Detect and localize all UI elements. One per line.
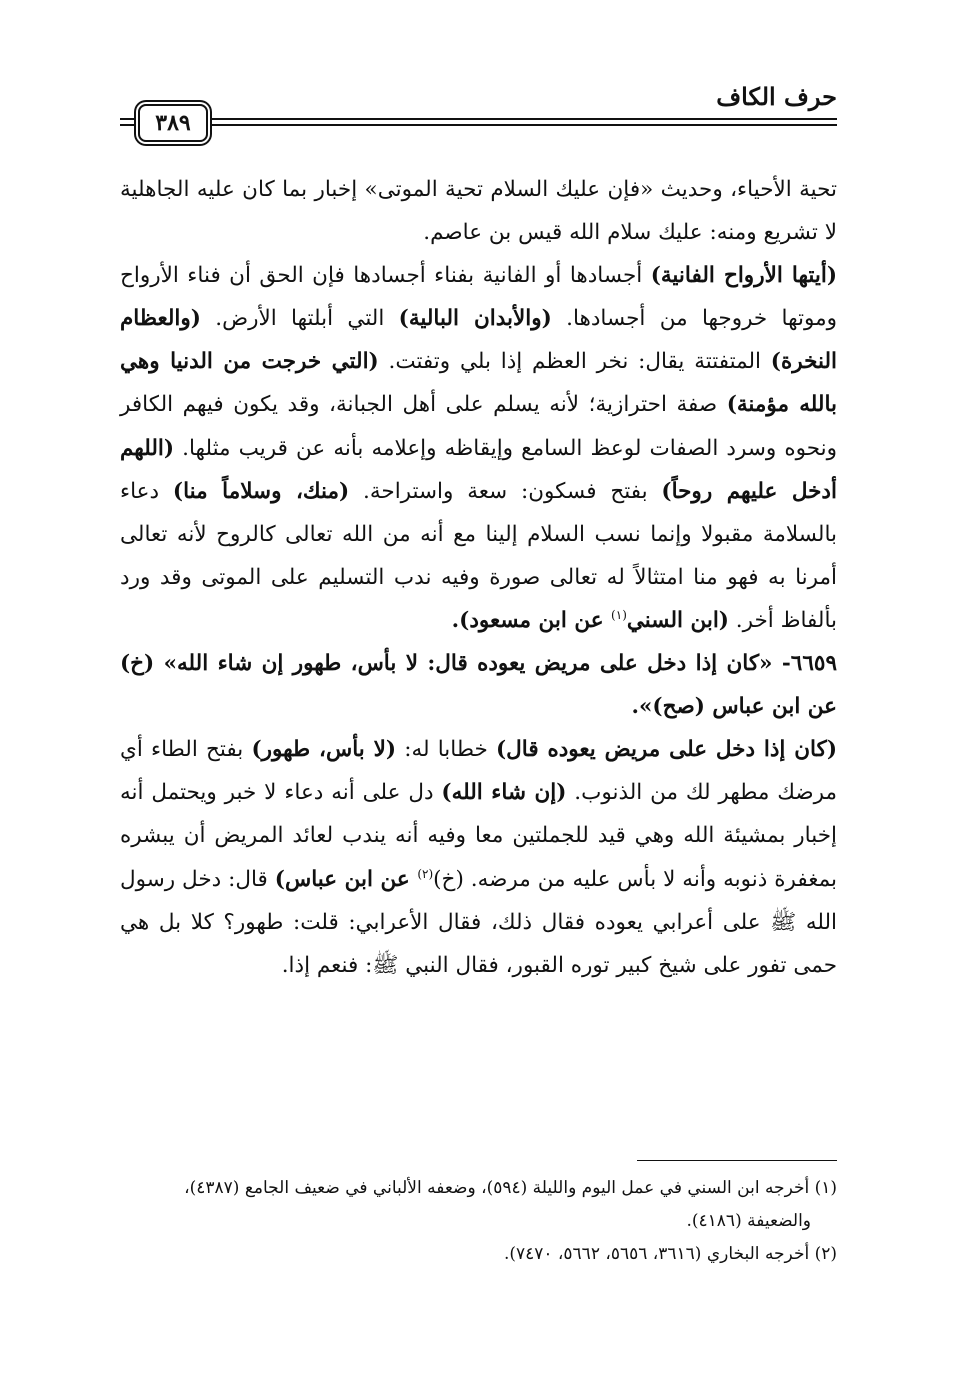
page-number: ٣٨٩ (138, 104, 208, 142)
commentary-lemma: (إن شاء الله) (441, 780, 567, 806)
commentary-lemma: (منك، وسلاماً منا) (172, 478, 350, 504)
footnotes (120, 1172, 837, 1271)
hadith-entry-6659: ٦٦٥٩- «كان إذا دخل على مريض يعوده قال: لا بأس، طهور إن شاء الله» (خ) عن ابن عباس (صح)». (120, 651, 837, 720)
commentary-lemma: (أيتها الأرواح الفانية) (650, 263, 837, 289)
header-dash-mark (120, 118, 134, 126)
commentary-text: دعاء بالسلامة مقبولا وإنما نسب السلام إلينا مع أنه من الله تعالى كالروح لأنه تعالى أمرنا به فهو منا امتثالاً له تعالى صورة وفيه ندب التسليم على الموتى وقد ورد بألفاظ أخر. (120, 478, 837, 633)
commentary-lemma: (والأبدان البالية) (398, 306, 552, 332)
running-header-title: حرف الكاف (716, 82, 837, 111)
paragraph-2 (120, 254, 837, 642)
commentary-text: أجسادها أو الفانية بفناء أجسادها فإن الحق أن فناء الأرواح وموتها خروجها من أجسادها. (120, 263, 838, 332)
source-abbrev: (خ) (433, 866, 464, 892)
commentary-lemma: (كان إذا دخل على مريض يعوده قال) (495, 737, 837, 763)
commentary-text: دل على أنه دعاء لا خبر ويحتمل أنه إخبار بمشيئة الله وهي قيد للجملتين معا وفيه أنه يندب لعائد المريض أن يبشره بمغفرة ذنوبه وأنه لا بأس عليه من مرضه. (120, 780, 838, 892)
header-double-rule (208, 118, 837, 126)
commentary-text: بفتح الطاء أي مرضك مطهر لك من الذنوب. (120, 737, 837, 806)
footnote-1: (١) أخرجه ابن السني في عمل اليوم والليلة (٥٩٤)، وضعفه الألباني في ضعيف الجامع (٤٣٨٧)، (184, 1178, 837, 1198)
commentary-text: التي أبلتها الأرض. (200, 306, 399, 332)
footnote-marker-2[interactable]: (٢) (417, 866, 434, 881)
commentary-lemma: (اللهم أدخل عليهم روحاً) (120, 435, 837, 504)
footnote-2: (٢) أخرجه البخاري (٣٦١٦، ٥٦٥٦، ٥٦٦٢، ٧٤٧٠). (503, 1244, 837, 1264)
body-text (120, 168, 837, 987)
commentary-text: صفة احترازية؛ لأنه يسلم على أهل الجبانة، وقد يكون فيهم الكافر ونحوه وسرد الصفات لوعظ السامع وإيقاظه وإعلامه بأنه عن قريب مثلها. (120, 392, 837, 461)
source-citation: عن ابن مسعود). (451, 607, 612, 633)
footnote-1-continued: والضعيفة (٤١٨٦). (686, 1211, 811, 1231)
footnote-marker-1[interactable]: (١) (611, 607, 627, 622)
commentary-text: المتفتتة يقال: نخر العظم إذا بلي وتفتت. (378, 349, 771, 375)
commentary-lemma: (والعظام النخرة) (120, 306, 837, 375)
paragraph-1: تحية الأحياء، وحديث «فإن عليك السلام تحية الموتى» إخبار بما كان عليه الجاهلية لا تشريع ومنه: عليك سلام الله قيس بن عاصم. (120, 177, 837, 246)
paragraph-4 (120, 728, 837, 987)
commentary-text: بفتح فسكون: سعة واستراحة. (349, 478, 662, 504)
commentary-lemma: (لا بأس، طهور) (251, 737, 397, 763)
commentary-text: قال: دخل رسول الله ﷺ على أعرابي يعوده فقال ذلك، فقال الأعرابي: قلت: طهور؟ كلا بل هي حمى تفور على شيخ كبير توره القبور، فقال النبي ﷺ: فنعم إذا. (120, 866, 837, 978)
source-citation: عن ابن عباس) (274, 866, 418, 892)
commentary-text: خطابا له: (396, 737, 496, 763)
footnote-separator (637, 1160, 837, 1161)
commentary-lemma: (التي خرجت من الدنيا وهي بالله مؤمنة) (120, 349, 837, 418)
source-citation: (ابن السني (626, 607, 729, 633)
